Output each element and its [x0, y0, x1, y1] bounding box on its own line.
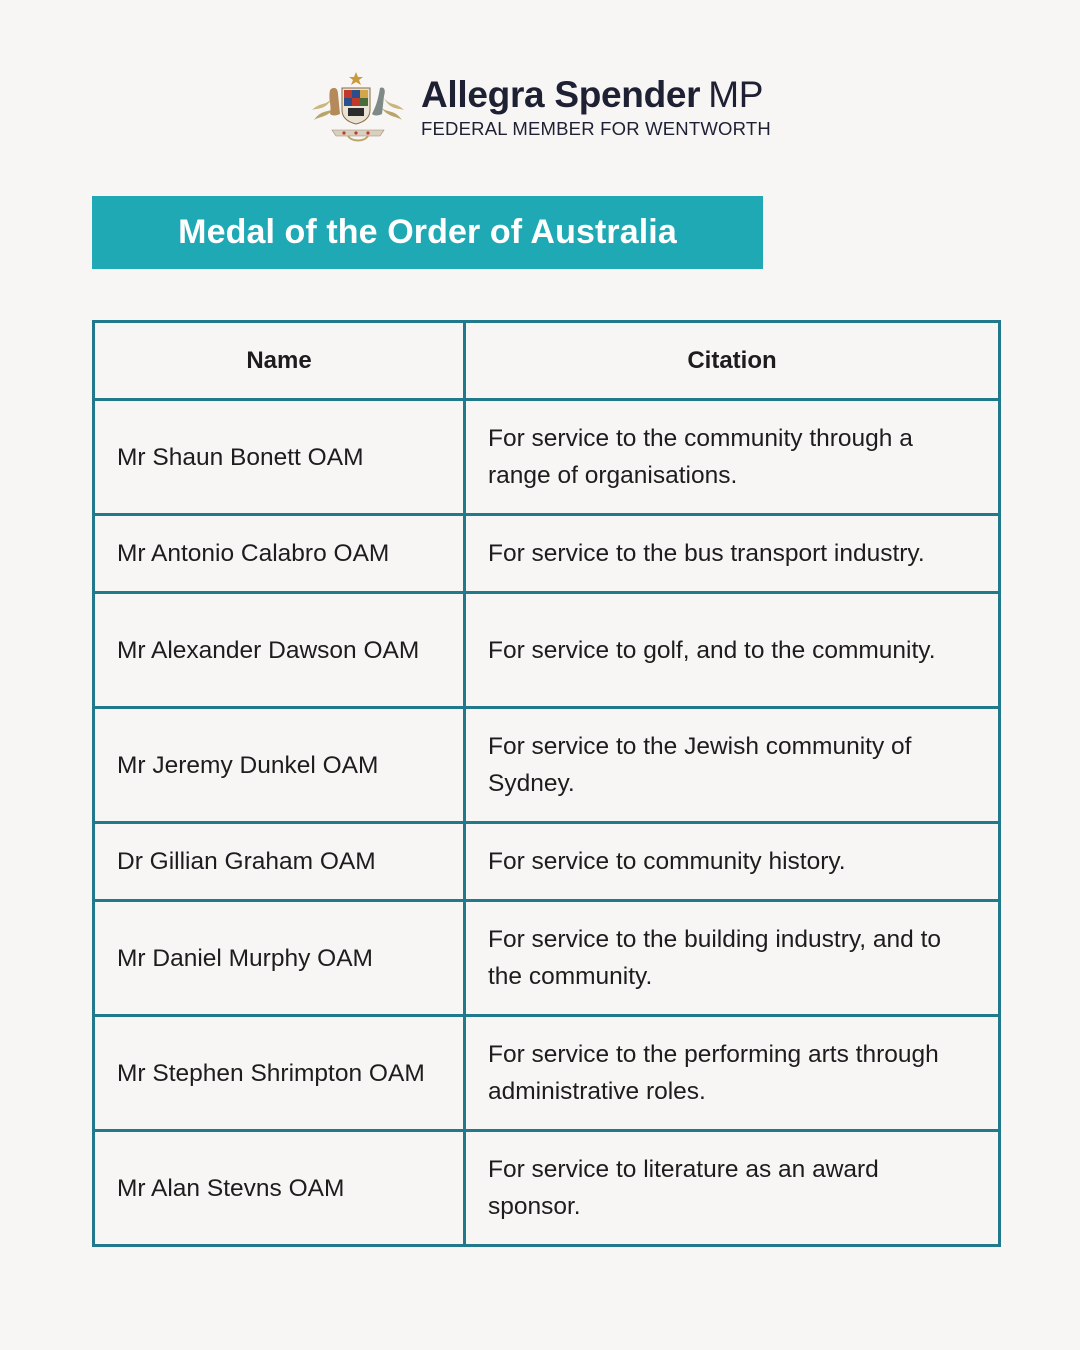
recipient-name: Mr Jeremy Dunkel OAM — [94, 708, 465, 823]
recipient-citation: For service to golf, and to the community. — [465, 593, 1000, 708]
recipient-name: Mr Alexander Dawson OAM — [94, 593, 465, 708]
recipient-name: Mr Antonio Calabro OAM — [94, 515, 465, 593]
recipient-citation: For service to community history. — [465, 823, 1000, 901]
brand-name-bold: Allegra Spender — [421, 74, 701, 115]
table-row — [94, 708, 1000, 823]
table-header-row — [94, 322, 1000, 400]
column-header-name: Name — [94, 322, 465, 400]
recipient-name: Dr Gillian Graham OAM — [94, 823, 465, 901]
brand-name-suffix: MP — [708, 74, 764, 115]
recipient-citation: For service to the bus transport industry. — [465, 515, 1000, 593]
table-row — [94, 1131, 1000, 1246]
table-row — [94, 400, 1000, 515]
brand-name — [421, 74, 763, 116]
recipient-name: Mr Daniel Murphy OAM — [94, 901, 465, 1016]
recipient-citation: For service to literature as an award sponsor. — [465, 1131, 1000, 1246]
table-row — [94, 901, 1000, 1016]
table-row — [94, 515, 1000, 593]
recipient-name: Mr Stephen Shrimpton OAM — [94, 1016, 465, 1131]
table-row — [94, 1016, 1000, 1131]
recipient-citation: For service to the performing arts through administrative roles. — [465, 1016, 1000, 1131]
table-row — [94, 823, 1000, 901]
header — [308, 66, 778, 146]
recipient-citation: For service to the community through a range of organisations. — [465, 400, 1000, 515]
page-title: Medal of the Order of Australia — [178, 213, 677, 251]
table-row — [94, 593, 1000, 708]
recipient-citation: For service to the building industry, and to the community. — [465, 901, 1000, 1016]
recipient-name: Mr Shaun Bonett OAM — [94, 400, 465, 515]
recipient-name: Mr Alan Stevns OAM — [94, 1131, 465, 1246]
coat-of-arms-icon — [308, 70, 408, 144]
brand-subtitle: FEDERAL MEMBER FOR WENTWORTH — [421, 118, 771, 139]
recipient-citation: For service to the Jewish community of Sydney. — [465, 708, 1000, 823]
honours-table — [92, 320, 1001, 1247]
column-header-citation: Citation — [465, 322, 1000, 400]
title-banner — [92, 196, 763, 269]
